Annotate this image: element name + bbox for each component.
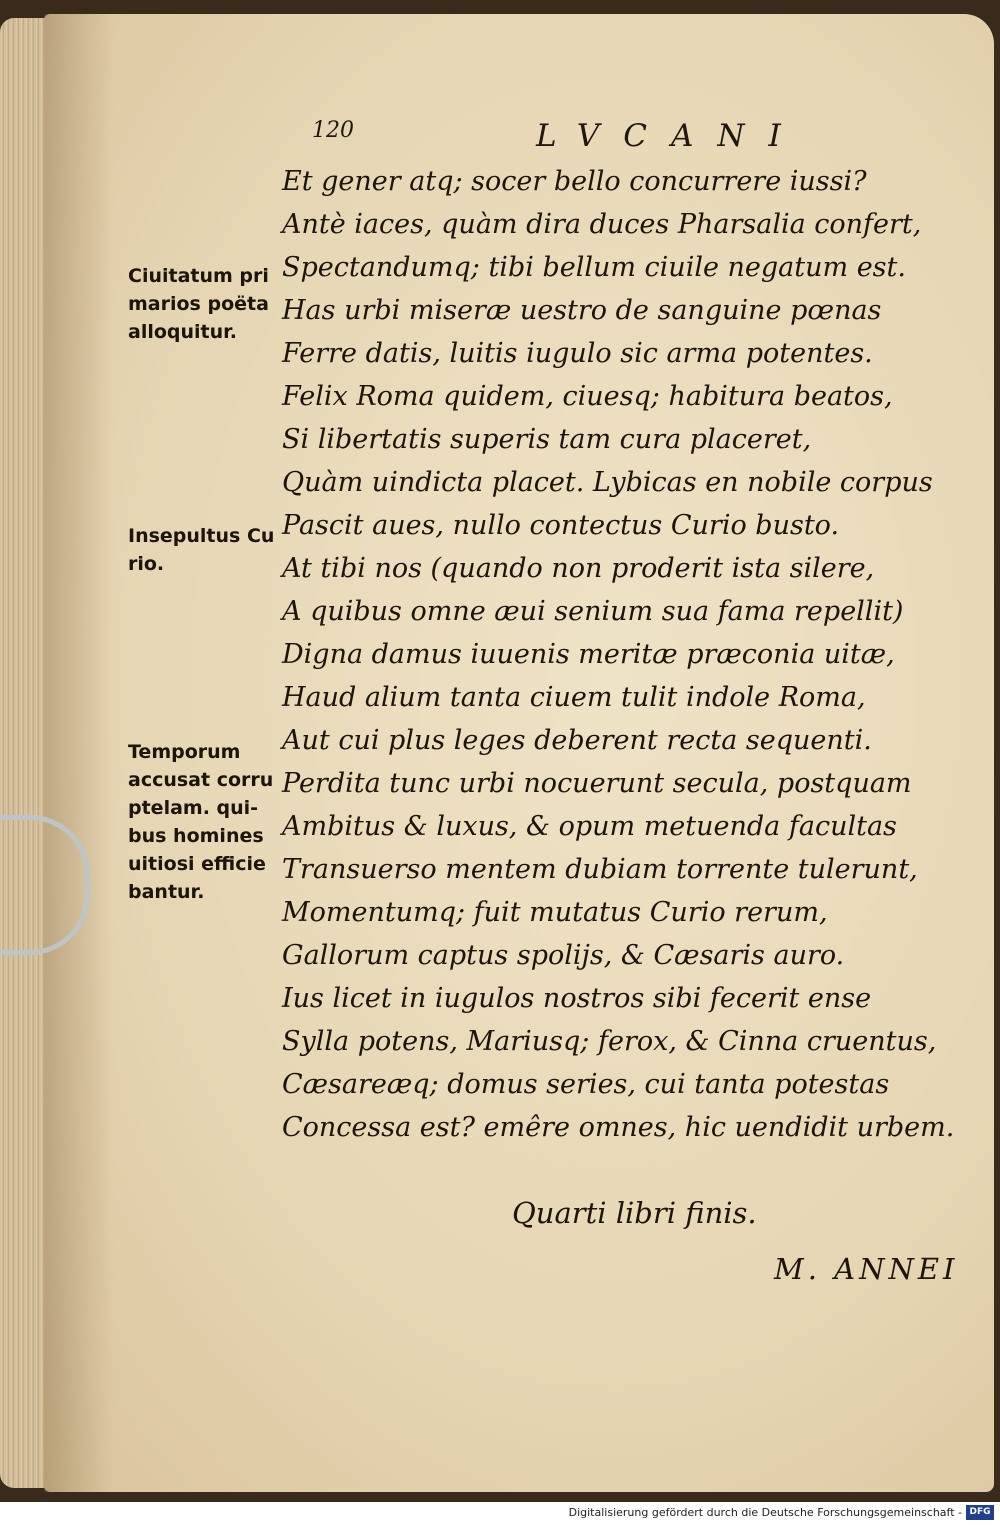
catchword: M. ANNEI (774, 1252, 959, 1286)
verse-line: Ambitus & luxus, & opum metuenda facultas (282, 811, 897, 842)
marginal-note-line: Temporum (128, 741, 241, 763)
marginal-note-line: uitiosi efficie (128, 853, 266, 875)
marginal-note-line: bus homines (128, 825, 264, 847)
verse-line: Si libertatis superis tam cura placeret, (282, 424, 812, 455)
marginal-note-line: bantur. (128, 881, 205, 903)
verse-line: Perdita tunc urbi nocuerunt secula, postquam (282, 768, 912, 799)
verse-line: Haud alium tanta ciuem tulit indole Roma, (282, 682, 866, 713)
verse-line: Sylla potens, Mariusq; ferox, & Cinna cruentus, (282, 1026, 937, 1057)
verse-line: Digna damus iuuenis meritæ præconia uitæ, (282, 639, 895, 670)
verse-line: Spectandumq; tibi bellum ciuile negatum est. (282, 252, 906, 283)
verse-line: A quibus omne æui senium sua fama repellit) (282, 596, 904, 627)
page-number: 120 (312, 118, 354, 143)
verse-line: Quàm uindicta placet. Lybicas en nobile corpus (282, 467, 933, 498)
verse-line: Transuerso mentem dubiam torrente tulerunt, (282, 854, 918, 885)
marginal-note-line: alloquitur. (128, 321, 238, 343)
footer-bar (0, 1502, 1000, 1525)
marginal-note-line: ptelam. qui- (128, 797, 259, 819)
marginal-note (128, 522, 300, 578)
footer-credit: Digitalisierung gefördert durch die Deutsche Forschungsgemeinschaft - (568, 1506, 962, 1519)
marginal-note-line: Ciuitatum pri (128, 265, 269, 287)
gutter-shadow (44, 14, 114, 1492)
verse-line: Felix Roma quidem, ciuesq; habitura beatos, (282, 381, 893, 412)
verse-line: Cæsareæq; domus series, cui tanta potestas (282, 1069, 890, 1100)
verse-line: Ferre datis, luitis iugulo sic arma potentes. (282, 338, 873, 369)
running-title: LVCANI (536, 118, 805, 154)
dfg-logo-icon: DFG (966, 1505, 994, 1520)
verse-line: Ius licet in iugulos nostros sibi fecerit ense (282, 983, 872, 1014)
verse-line: Pascit aues, nullo contectus Curio busto. (282, 510, 840, 541)
marginal-note (128, 738, 300, 906)
verse-line: Antè iaces, quàm dira duces Pharsalia confert, (282, 209, 922, 240)
marginal-note-line: rio. (128, 553, 165, 575)
verse-line: Gallorum captus spolijs, & Cæsaris auro. (282, 940, 845, 971)
verse-line: At tibi nos (quando non proderit ista silere, (282, 553, 875, 584)
book-end-colophon: Quarti libri finis. (512, 1196, 757, 1230)
verse-line: Concessa est? emêre omnes, hic uendidit urbem. (282, 1112, 955, 1143)
verse-line: Aut cui plus leges deberent recta sequenti. (282, 725, 872, 756)
verse-text (282, 160, 962, 1149)
marginal-note-line: Insepultus Cu (128, 525, 275, 547)
verse-line: Has urbi miseræ uestro de sanguine pœnas (282, 295, 882, 326)
verse-line: Et gener atq; socer bello concurrere iussi? (282, 166, 867, 197)
marginal-note (128, 262, 300, 346)
verse-line: Momentumq; fuit mutatus Curio rerum, (282, 897, 828, 928)
marginal-note-line: accusat corru (128, 769, 274, 791)
marginal-note-line: marios poëta (128, 293, 269, 315)
